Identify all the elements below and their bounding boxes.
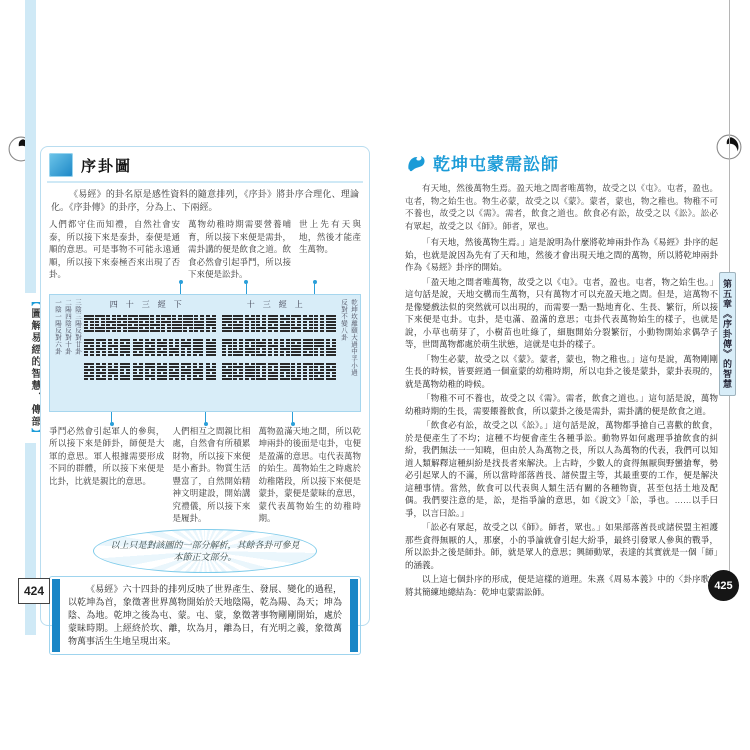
hexagram-groups <box>84 299 336 407</box>
diagram-left-annotations <box>53 299 81 407</box>
hexagram-sequence-diagram <box>49 294 361 412</box>
body-paragraph: 「盈天地之間者唯萬物，故受之以《屯》。屯者，盈也。屯者，物之始生也。」這句話是說，天地交構而生萬物，只有萬物才可以充盈天地之間。但是，這萬物不是像變戲法似的突然就可以出現的，而需要一點一點地育化、生長、繁衍，所以接下來便是屯卦。屯卦，是屯滿、盈滿的意思；屯卦代表萬物始生的樣子，也就是說，小草也萌芽了，小樹苗也吐綠了，細胞開始分裂繁衍，小動物開始求偶孕子等，世間萬物都處於萌生狀態，這就是屯卦的樣子。 <box>405 276 718 349</box>
annotation-note: 世上先有天與地，然後才能產生萬物。 <box>298 219 361 254</box>
body-paragraph: 「有天地，然後萬物生焉。」這是說明為什麼將乾坤兩卦作為《易經》卦序的起始，也就是說因為先有了天和地，然後才會出現天地之間的萬物，所以將乾坤兩卦作為《易經》卦序的開始。 <box>405 237 718 272</box>
annotation-note: 爭鬥必然會引起軍人的參與，所以接下來是師卦，師便是大軍的意思。軍人根據需要形成不同的群體，所以接下來便是比卦，比就是親比的意思。 <box>49 425 165 486</box>
annotation-note: 人們相互之間親比相處，自然會有所積累財物，所以接下來便是小畜卦。物質生活豐富了，自然開始精神文明建設，開始講究禮儀，所以接下來是履卦。 <box>172 425 251 523</box>
body-paragraph: 「飲食必有訟，故受之以《訟》。」這句話是說，萬物都爭搶自己喜歡的飲食，於是便產生了不均；這種不均便會產生各種爭訟。動物界如何處理爭搶飲食的糾紛，我們無法一一知曉，但由於人為萬物之長，所以人為萬物的代表，我們可以知道人類解釋這種糾紛是找長者來解決。上古時，少數人的貪得無厭與野蠻搶奪，勢必引起眾人的不滿，所以當時部落酋長、諸侯盟主等，其最重要的工作，便是解決這種事情。當然，飲食可以代表與人類生活有關的各種物資，甚至包括土地及配偶。我們要注意的是，訟，是指爭論的意思，如《說文》「訟，爭也。……以手曰爭，以言曰訟。」 <box>405 420 718 518</box>
connector-lines-bottom <box>49 412 361 423</box>
body-paragraph: 「物生必蒙，故受之以《蒙》。蒙者，蒙也，物之稚也。」這句是說，萬物剛剛生長的時候，皆要經過一個童蒙的幼稚時期，所以屯卦之後是蒙卦，蒙卦表現的，就是萬物幼稚的時候。 <box>405 353 718 389</box>
lower-canon-header: 四十三經下 <box>109 299 190 309</box>
summary-box <box>49 576 361 655</box>
page-number-right: 425 <box>708 570 739 601</box>
lower-canon-group <box>84 299 216 407</box>
summary-text: 《易經》六十四卦的排列反映了世界產生、發展、變化的過程，以乾坤為首，象徵著世界萬物開始於天地陰陽，乾為陽、為天；坤為陰、為地。乾坤之後為屯、蒙。屯、蒙，象徵著事物剛剛開始，處於蒙昧時期。上經終於坎、離，坎為月，離為日，有光明之義，象徵萬物萬事活生生地呈現出來。 <box>52 579 358 652</box>
diagram-annotation: 三陰三陽反對廿卦 <box>74 298 81 355</box>
article-title-row <box>405 150 718 175</box>
page-number-left: 424 <box>18 578 50 604</box>
section-header <box>47 151 363 183</box>
classic-quote-paragraph: 有天地，然後萬物生焉。盈天地之間者唯萬物，故受之以《屯》。屯者，盈也。屯者，物之始生也。物生必蒙，故受之以《蒙》。蒙者，蒙也，物之稚也。物稚不可不養也，故受之以《需》。需者，飲食之道也。飲食必有訟，故受之以《訟》。訟必有眾起，故受之以《師》。師者，眾也。 <box>405 183 718 231</box>
article-title: 乾坤屯蒙需訟師 <box>433 155 559 174</box>
upper-canon-header: 十三經上 <box>246 299 311 309</box>
connector-line <box>292 412 293 423</box>
connector-line <box>314 283 315 294</box>
hexagram-row <box>222 363 336 381</box>
hexagram-row <box>84 339 216 357</box>
connector-line <box>246 283 247 294</box>
bracket-open: 【 <box>29 296 40 308</box>
diagram-annotation: 一陰一陽反對六卦 <box>54 298 61 355</box>
connector-line <box>111 412 112 423</box>
diagram-right-annotations <box>339 299 357 407</box>
qilin-icon <box>405 152 427 174</box>
hexagram-row <box>222 339 336 357</box>
book-series-text: 圖解易經的智慧．傳部 <box>29 308 40 428</box>
article <box>405 150 718 600</box>
upper-canon-group <box>222 299 336 407</box>
connector-lines-top <box>49 283 361 294</box>
section-intro: 《易經》的卦名原是感性資料的隨意排列，《序卦》將卦序合理化、理論化。《序卦傳》的卦序，分為上、下兩經。 <box>51 189 359 212</box>
bracket-close: 】 <box>29 428 40 440</box>
bottom-annotations <box>49 425 361 525</box>
hexagram-row <box>222 315 336 333</box>
diagram-annotation: 二陽四陰反對十卦 <box>64 298 71 355</box>
callout-bubble <box>93 529 317 573</box>
annotation-note: 人們都守住而知禮，自然社會安泰，所以接下來是泰卦，泰便是通順的意思。可是事物不可能永遠通順，所以接下來泰極否來出現了否卦。 <box>49 219 181 279</box>
callout-text: 以上只是對該圖的一部分解析，其餘各卦可參見本節正文部分。 <box>110 539 300 562</box>
annotation-note: 萬物幼稚時期需要營養哺育，所以接下來便是需卦，需卦講的便是飲食之道。飲食必然會引起爭鬥，所以接下來便是訟卦。 <box>188 219 291 279</box>
connector-line <box>180 283 181 294</box>
hexagram-row <box>84 363 216 381</box>
section-title: 序卦圖 <box>81 157 133 175</box>
top-annotations <box>49 218 361 281</box>
diagram-annotation: 反對不變八卦 <box>340 298 347 341</box>
chapter-tab: 第五章《序卦傳》的智慧 <box>719 272 736 396</box>
connector-line <box>205 412 206 423</box>
body-paragraph: 「物稚不可不養也，故受之以《需》。需者，飲食之道也。」這句話是說，萬物幼稚時期的生長，需要餵養飲食，所以蒙卦之後是需卦，需卦講的便是飲食之道。 <box>405 393 718 416</box>
body-paragraph: 以上這七個卦序的形成，便是這樣的道理。朱熹《周易本義》中的〈卦序歌〉將其簡練地總結為：乾坤屯蒙需訟師。 <box>405 574 718 597</box>
hexagram-row <box>84 315 216 333</box>
section-icon <box>49 153 73 177</box>
book-series-label <box>18 293 42 443</box>
page-right <box>375 0 750 750</box>
body-paragraph: 「訟必有眾起，故受之以《師》。師者，眾也。」如果部落酋長或諸侯盟主袒護那些貪得無厭的人，那麼，小的爭論就會引起大紛爭，最終引發眾人參與的戰爭，所以訟卦之後是師卦。師，就是眾人的意思；興師動眾，表達的其實就是一個「師」的涵義。 <box>405 522 718 570</box>
annotation-note: 萬物盈滿天地之間，所以乾坤兩卦的後面是屯卦，屯便是盈滿的意思。屯代表萬物的始生。萬物始生之時處於幼稚階段，所以接下來便是蒙卦，蒙便是蒙昧的意思，蒙代表萬物始生的幼稚時期。 <box>258 425 361 523</box>
sequence-chart-panel <box>40 146 370 646</box>
diagram-annotation: 乾坤坎離頤大過中孚小過 <box>350 298 357 376</box>
